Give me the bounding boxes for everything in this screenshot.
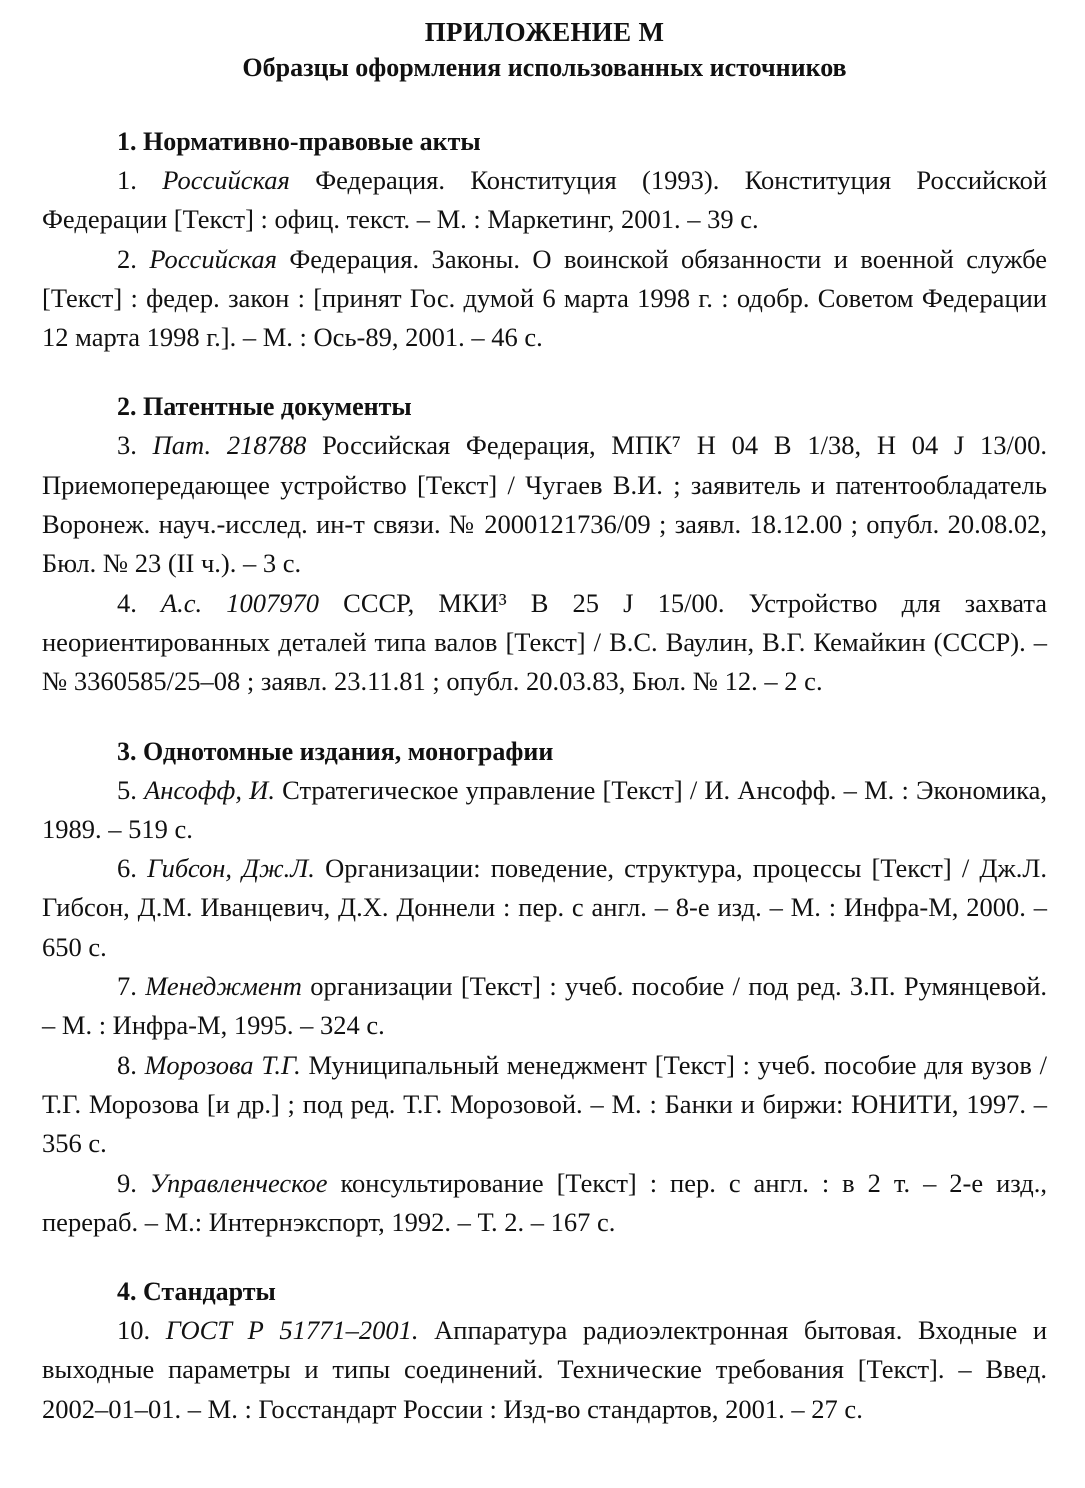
entry-lead: А.с. 1007970 <box>160 587 320 618</box>
entry-lead: Гибсон, Дж.Л. <box>147 853 315 884</box>
entry-text: организации [Текст] : учеб. пособие / под ред. З.П. Румянцевой. – М. : Инфра-М, 1995. – 324 с. <box>42 971 1047 1041</box>
reference-entry <box>42 161 1047 240</box>
entry-text: консультирование [Текст] : пер. с англ. : в 2 т. – 2-е изд., перераб. – М.: Интернэкспорт, 1992. – Т. 2. – 167 с. <box>42 1167 1048 1237</box>
entry-text: Муниципальный менеджмент [Текст] : учеб. пособие для вузов / Т.Г. Морозова [и др.] ; под ред. Т.Г. Морозовой. – М. : Банки и биржи: ЮНИТИ, 1997. – 356 с. <box>42 1049 1047 1159</box>
entry-lead: Российская <box>162 165 290 195</box>
entry-number: 1. <box>117 165 137 195</box>
reference-entry <box>42 240 1047 358</box>
section-patent-documents <box>42 387 1047 701</box>
section-heading: 4. Стандарты <box>117 1277 276 1307</box>
reference-entry <box>42 967 1047 1046</box>
entry-number: 5. <box>117 774 137 805</box>
entry-lead: Менеджмент <box>145 971 302 1002</box>
entry-text: Аппаратура радиоэлектронная бытовая. Входные и выходные параметры и типы соединений. Технические требования [Текст]. – Введ. 2002–01–01. – М. : Госстандарт России : Изд-во стандартов, 2001. – 27 с. <box>42 1315 1048 1424</box>
section-heading: 2. Патентные документы <box>117 392 412 422</box>
entry-number: 3. <box>117 430 137 461</box>
appendix-subtitle: Образцы оформления использованных источников <box>242 53 847 82</box>
entry-text: Федерация. Законы. О воинской обязанности и военной службе [Текст] : федер. закон : [принят Гос. думой 6 марта 1998 г. : одобр. Советом Федерации 12 марта 1998 г.]. – М. : Ось-89, 2001. – 46 с. <box>42 243 1048 353</box>
appendix-title: ПРИЛОЖЕНИЕ М <box>424 17 665 47</box>
entry-lead: Пат. 218788 <box>152 430 307 461</box>
entry-lead: Ансофф, И. <box>144 774 275 805</box>
section-normative-acts <box>42 122 1047 357</box>
entry-number: 8. <box>117 1049 137 1080</box>
entry-lead: Морозова Т.Г. <box>144 1049 301 1080</box>
entry-number: 7. <box>117 971 137 1002</box>
entry-text: Российская Федерация, МПК⁷ H 04 B 1/38, H 04 J 13/00. Приемопередающее устройство [Текст] / Чугаев В.И. ; заявитель и патентообладатель Воронеж. науч.-исслед. ин-т связи. № 2000121736/09 ; заявл. 18.12.00 ; опубл. 20.08.02, Бюл. № 23 (II ч.). – 3 с. <box>42 430 1047 579</box>
entry-number: 6. <box>117 853 137 884</box>
section-heading: 3. Однотомные издания, монографии <box>117 736 554 766</box>
entry-text: Стратегическое управление [Текст] / И. Ансофф. – М. : Экономика, 1989. – 519 с. <box>42 774 1048 844</box>
entry-number: 10. <box>117 1315 151 1346</box>
entry-text: Федерация. Конституция (1993). Конституция Российской Федерации [Текст] : офиц. текст. – М. : Маркетинг, 2001. – 39 с. <box>42 165 1048 235</box>
reference-entry <box>42 1046 1047 1164</box>
section-standards <box>42 1272 1047 1429</box>
entry-text: СССР, МКИ³ B 25 J 15/00. Устройство для захвата неориентированных деталей типа валов [Текст] / В.С. Ваулин, В.Г. Кемайкин (СССР). – № 3360585/25–08 ; заявл. 23.11.81 ; опубл. 20.03.83, Бюл. № 12. – 2 с. <box>42 587 1048 697</box>
section-monographs <box>42 732 1047 1243</box>
entry-number: 9. <box>117 1167 137 1198</box>
entry-number: 4. <box>117 587 137 618</box>
reference-entry <box>42 426 1047 583</box>
reference-entry <box>42 1311 1047 1429</box>
entry-lead: Управленческое <box>149 1167 328 1198</box>
reference-entry <box>42 1164 1047 1243</box>
entry-text: Организации: поведение, структура, процессы [Текст] / Дж.Л. Гибсон, Д.М. Иванцевич, Д.Х. Доннели : пер. с англ. – 8-е изд. – М. : Инфра-М, 2000. – 650 с. <box>42 853 1048 962</box>
section-heading: 1. Нормативно-правовые акты <box>117 127 481 156</box>
entry-lead: Российская <box>149 243 277 274</box>
entry-number: 2. <box>117 243 137 274</box>
reference-entry <box>42 584 1047 702</box>
entry-lead: ГОСТ Р 51771–2001. <box>165 1315 419 1346</box>
reference-entry <box>42 771 1047 850</box>
reference-entry <box>42 849 1047 967</box>
